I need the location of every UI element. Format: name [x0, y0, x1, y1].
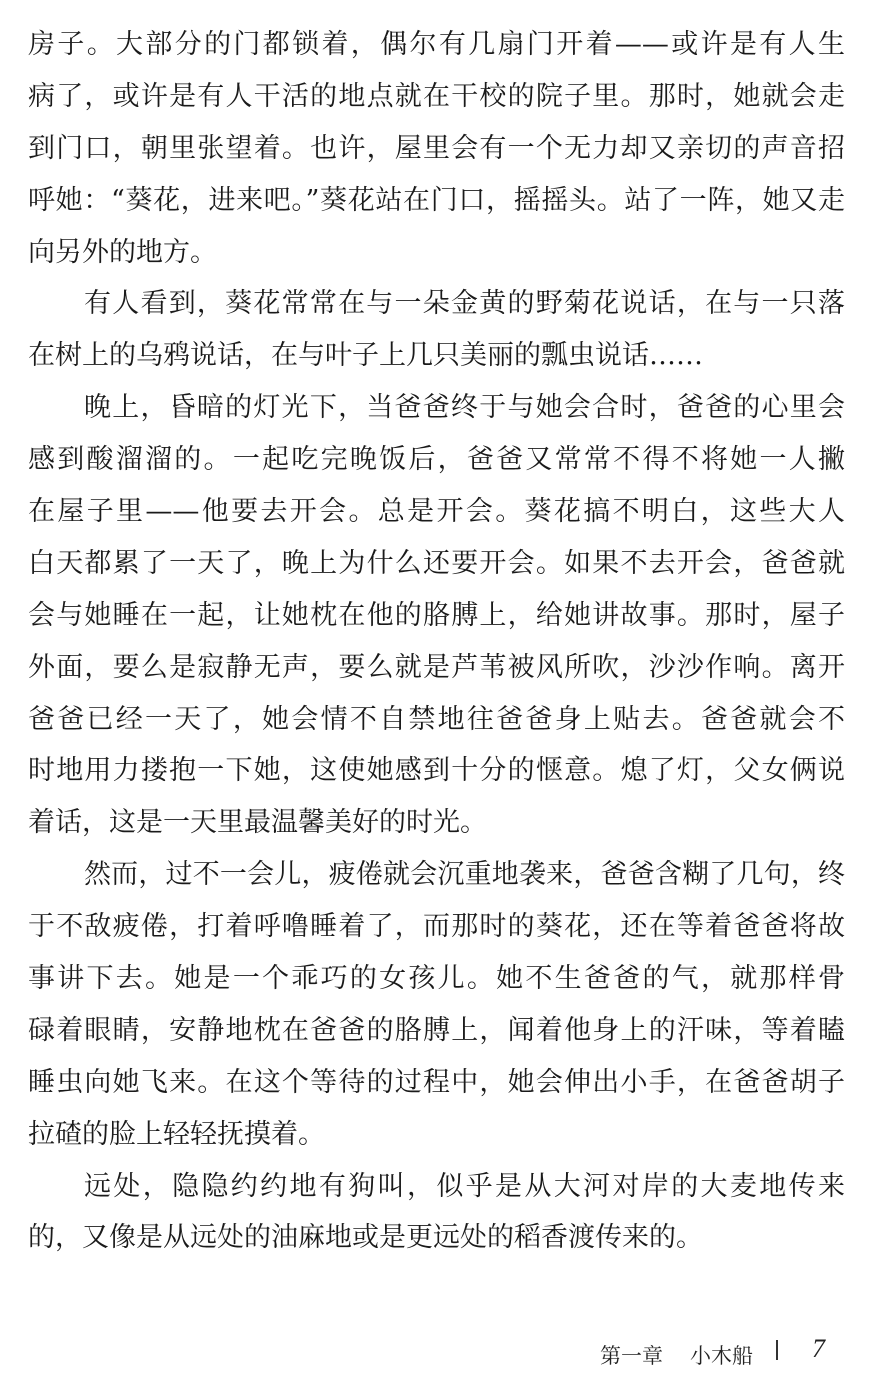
text-line: 时地用力搂抱一下她，这使她感到十分的惬意。熄了灯，父女俩说: [28, 755, 845, 787]
chapter-label: 第一章: [600, 1344, 663, 1368]
text-line: 然而，过不一会儿，疲倦就会沉重地袭来，爸爸含糊了几句，终: [84, 859, 845, 891]
paragraph: [28, 382, 845, 849]
paragraph: [28, 19, 845, 278]
text-line: 到门口，朝里张望着。也许，屋里会有一个无力却又亲切的声音招: [28, 132, 845, 164]
text-line: 碌着眼睛，安静地枕在爸爸的胳膊上，闻着他身上的汗味，等着瞌: [28, 1014, 845, 1046]
text-line: 的，又像是从远处的油麻地或是更远处的稻香渡传来的。: [28, 1222, 703, 1254]
paragraph: [28, 1161, 845, 1265]
page-footer: [0, 1332, 872, 1372]
text-line: 有人看到，葵花常常在与一朵金黄的野菊花说话，在与一只落: [84, 288, 845, 320]
paragraph: [28, 278, 845, 382]
text-line: 房子。大部分的门都锁着，偶尔有几扇门开着——或许是有人生: [28, 29, 845, 60]
text-line: 爸爸已经一天了，她会情不自禁地往爸爸身上贴去。爸爸就会不: [28, 703, 845, 735]
text-line: 感到酸溜溜的。一起吃完晚饭后，爸爸又常常不得不将她一人撇: [28, 444, 845, 476]
footer-divider: [776, 1340, 778, 1360]
text-line: 白天都累了一天了，晚上为什么还要开会。如果不去开会，爸爸就: [28, 547, 845, 579]
text-line: 着话，这是一天里最温馨美好的时光。: [28, 807, 487, 839]
text-line: 外面，要么是寂静无声，要么就是芦苇被风所吹，沙沙作响。离开: [28, 651, 845, 683]
text-line: 会与她睡在一起，让她枕在他的胳膊上，给她讲故事。那时，屋子: [28, 599, 845, 631]
text-line: 向另外的地方。: [28, 236, 217, 268]
text-line: 拉碴的脸上轻轻抚摸着。: [28, 1118, 325, 1150]
text-line: 事讲下去。她是一个乖巧的女孩儿。她不生爸爸的气，就那样骨: [28, 963, 845, 995]
text-line: 在屋子里——他要去开会。总是开会。葵花搞不明白，这些大人: [28, 496, 845, 528]
text-line: 病了，或许是有人干活的地点就在干校的院子里。那时，她就会走: [28, 80, 845, 112]
text-line: 远处，隐隐约约地有狗叫，似乎是从大河对岸的大麦地传来: [84, 1170, 845, 1202]
chapter-title: 小木船: [690, 1344, 753, 1368]
text-line: 晚上，昏暗的灯光下，当爸爸终于与她会合时，爸爸的心里会: [84, 392, 845, 424]
paragraph: [28, 849, 845, 1160]
text-line: 在树上的乌鸦说话，在与叶子上几只美丽的瓢虫说话……: [28, 340, 703, 372]
page-body: [28, 19, 845, 1264]
text-line: 呼她：“葵花，进来吧。”葵花站在门口，摇摇头。站了一阵，她又走: [28, 184, 845, 216]
text-line: 于不敌疲倦，打着呼噜睡着了，而那时的葵花，还在等着爸爸将故: [28, 911, 845, 943]
page-number: 7: [812, 1334, 825, 1363]
text-line: 睡虫向她飞来。在这个等待的过程中，她会伸出小手，在爸爸胡子: [28, 1066, 845, 1098]
